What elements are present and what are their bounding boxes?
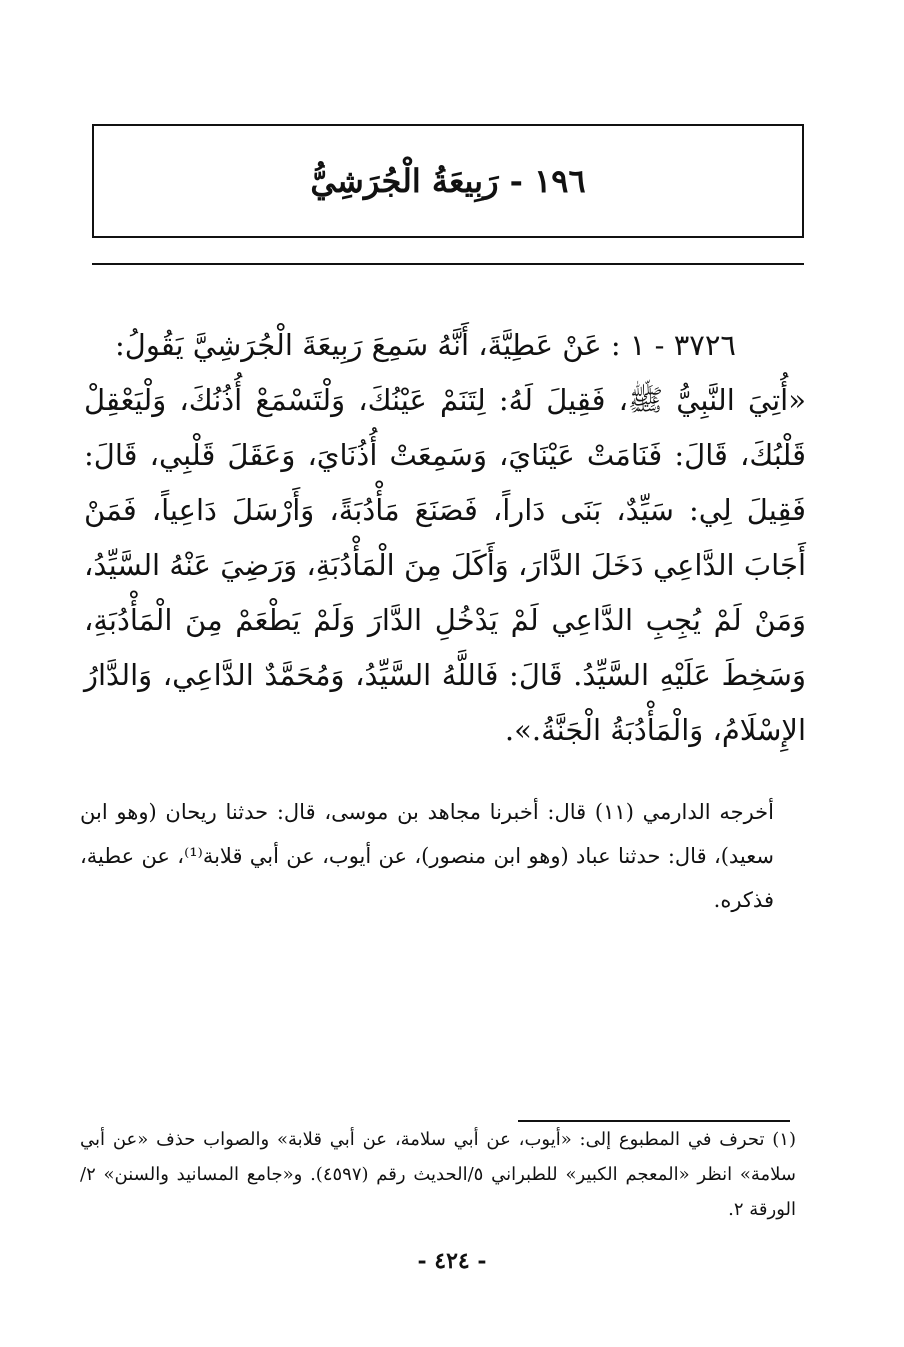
header-divider [92, 263, 804, 265]
footnote-block [80, 1122, 806, 1227]
footnote-text: (١) تحرف في المطبوع إلى: «أيوب، عن أبي سلامة، عن أبي قلابة» والصواب حذف «عن أبي سلامة» انظر «المعجم الكبير» للطبراني ٥/الحديث رقم (٤٥٩٧). و«جامع المسانيد والسنن» ٢/الورقة ٢. [80, 1129, 797, 1220]
hadith-block [84, 318, 806, 758]
takhrij-text: أخرجه الدارمي (١١) قال: أخبرنا مجاهد بن موسى، قال: حدثنا ريحان (وهو ابن سعيد)، قال: حدثنا عباد (وهو ابن منصور)، عن أيوب، عن أبي قلابة⁽¹⁾، عن عطية، فذكره. [80, 800, 774, 912]
chapter-title-box [92, 124, 804, 238]
hadith-intro: ٣٧٢٦ - ١ : عَنْ عَطِيَّةَ، أَنَّهُ سَمِعَ رَبِيعَةَ الْجُرَشِيَّ يَقُولُ: [115, 328, 736, 362]
page-number: - ٤٢٤ - [417, 1248, 487, 1274]
takhrij-block [80, 790, 806, 922]
chapter-title: ١٩٦ - رَبِيعَةُ الْجُرَشِيُّ [310, 162, 586, 200]
hadith-text: «أُتِيَ النَّبِيُّ ﷺ، فَقِيلَ لَهُ: لِتَنَمْ عَيْنُكَ، وَلْتَسْمَعْ أُذُنُكَ، وَلْيَعْقِلْ قَلْبُكَ، قَالَ: فَنَامَتْ عَيْنَايَ، وَسَمِعَتْ أُذُنَايَ، وَعَقَلَ قَلْبِي، قَالَ: فَقِيلَ لِي: سَيِّدٌ، بَنَى دَاراً، فَصَنَعَ مَأْدُبَةً، وَأَرْسَلَ دَاعِياً، فَمَنْ أَجَابَ الدَّاعِي دَخَلَ الدَّارَ، وَأَكَلَ مِنَ الْمَأْدُبَةِ، وَرَضِيَ عَنْهُ السَّيِّدُ، وَمَنْ لَمْ يُجِبِ الدَّاعِي لَمْ يَدْخُلِ الدَّارَ وَلَمْ يَطْعَمْ مِنَ الْمَأْدُبَةِ، وَسَخِطَ عَلَيْهِ السَّيِّدُ. قَالَ: فَاللَّهُ السَّيِّدُ، وَمُحَمَّدٌ الدَّاعِي، وَالدَّارُ الإِسْلَامُ، وَالْمَأْدُبَةُ الْجَنَّةُ.». [84, 383, 806, 747]
